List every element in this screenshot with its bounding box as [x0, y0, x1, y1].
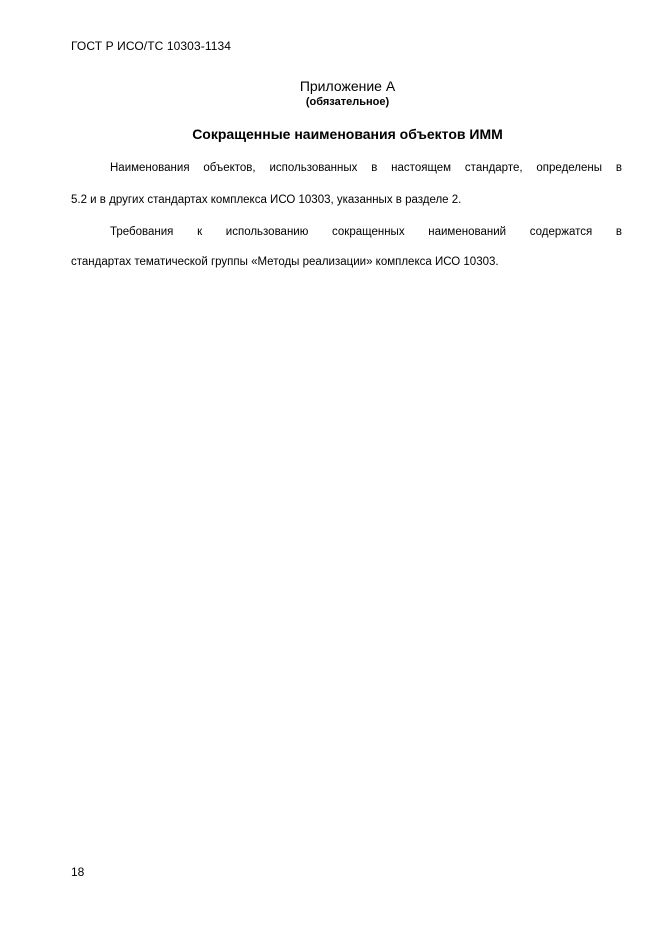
- appendix-status: (обязательное): [305, 96, 390, 108]
- document-code: ГОСТ Р ИСО/ТС 10303-1134: [71, 39, 232, 53]
- section-heading: Сокращенные наименования объектов ИММ: [192, 126, 503, 142]
- appendix-title: Приложение А: [299, 78, 396, 94]
- paragraph-2-line-2: стандартах тематической группы «Методы реализации» комплекса ИСО 10303.: [71, 256, 499, 268]
- paragraph-2-line-1: Требования к использованию сокращенных наименований содержатся в: [110, 226, 622, 238]
- paragraph-1-line-2: 5.2 и в других стандартах комплекса ИСО 10303, указанных в разделе 2.: [71, 194, 462, 206]
- page-number: 18: [71, 865, 85, 879]
- paragraph-1-line-1: Наименования объектов, использованных в настоящем стандарте, определены в: [110, 162, 622, 174]
